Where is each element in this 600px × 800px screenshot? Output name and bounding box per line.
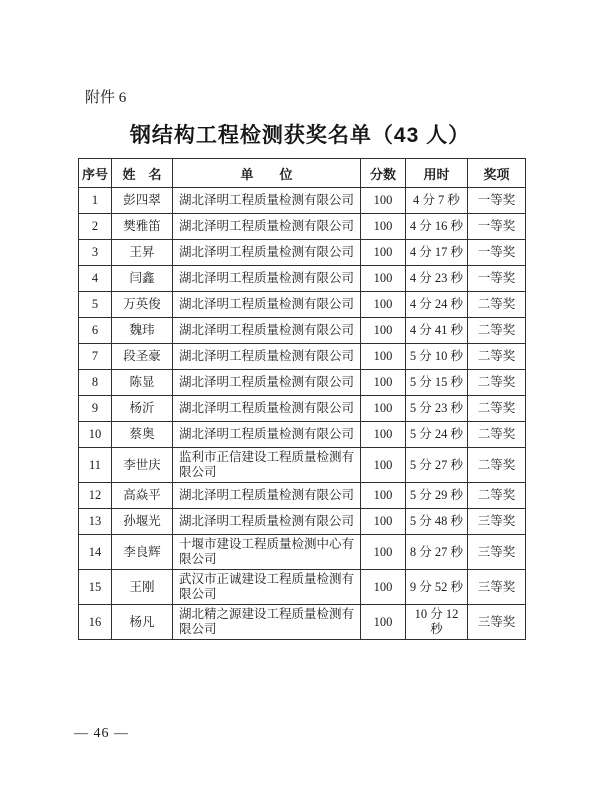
table-row	[79, 605, 526, 640]
cell-unit: 湖北泽明工程质量检测有限公司	[173, 188, 361, 214]
table-row	[79, 448, 526, 483]
cell-name: 陈显	[112, 370, 173, 396]
cell-score: 100	[361, 214, 406, 240]
table-header-row	[79, 159, 526, 188]
cell-unit: 湖北泽明工程质量检测有限公司	[173, 422, 361, 448]
cell-no: 5	[79, 292, 112, 318]
cell-award: 三等奖	[468, 570, 526, 605]
cell-award: 三等奖	[468, 535, 526, 570]
attachment-label: 附件 6	[85, 90, 127, 106]
cell-time: 4 分 41 秒	[406, 318, 468, 344]
cell-no: 6	[79, 318, 112, 344]
cell-award: 二等奖	[468, 344, 526, 370]
cell-time: 8 分 27 秒	[406, 535, 468, 570]
cell-unit: 湖北泽明工程质量检测有限公司	[173, 266, 361, 292]
cell-name: 闫鑫	[112, 266, 173, 292]
cell-no: 8	[79, 370, 112, 396]
header-award: 奖项	[468, 159, 526, 188]
page-number: — 46 —	[74, 726, 129, 741]
cell-score: 100	[361, 266, 406, 292]
cell-name: 魏玮	[112, 318, 173, 344]
cell-unit: 湖北精之源建设工程质量检测有限公司	[173, 605, 361, 640]
cell-time: 4 分 7 秒	[406, 188, 468, 214]
table-row	[79, 370, 526, 396]
cell-unit: 十堰市建设工程质量检测中心有限公司	[173, 535, 361, 570]
cell-award: 一等奖	[468, 214, 526, 240]
cell-unit: 湖北泽明工程质量检测有限公司	[173, 214, 361, 240]
table-row	[79, 509, 526, 535]
award-table	[78, 158, 526, 640]
cell-name: 杨沂	[112, 396, 173, 422]
cell-name: 蔡奥	[112, 422, 173, 448]
cell-award: 一等奖	[468, 240, 526, 266]
cell-score: 100	[361, 292, 406, 318]
cell-score: 100	[361, 483, 406, 509]
cell-time: 5 分 27 秒	[406, 448, 468, 483]
cell-award: 一等奖	[468, 266, 526, 292]
cell-unit: 湖北泽明工程质量检测有限公司	[173, 240, 361, 266]
cell-score: 100	[361, 605, 406, 640]
table-row	[79, 483, 526, 509]
cell-unit: 武汉市正诚建设工程质量检测有限公司	[173, 570, 361, 605]
cell-score: 100	[361, 570, 406, 605]
cell-name: 孙堰光	[112, 509, 173, 535]
cell-score: 100	[361, 344, 406, 370]
cell-no: 10	[79, 422, 112, 448]
cell-time: 4 分 24 秒	[406, 292, 468, 318]
cell-name: 杨凡	[112, 605, 173, 640]
cell-name: 万英俊	[112, 292, 173, 318]
table-header	[79, 159, 526, 188]
cell-award: 二等奖	[468, 448, 526, 483]
cell-name: 段圣豪	[112, 344, 173, 370]
cell-no: 13	[79, 509, 112, 535]
cell-score: 100	[361, 535, 406, 570]
table-body	[79, 188, 526, 640]
table-row	[79, 214, 526, 240]
cell-award: 二等奖	[468, 318, 526, 344]
header-time: 用时	[406, 159, 468, 188]
cell-no: 16	[79, 605, 112, 640]
header-unit: 单 位	[173, 159, 361, 188]
cell-name: 樊雅笛	[112, 214, 173, 240]
cell-unit: 湖北泽明工程质量检测有限公司	[173, 509, 361, 535]
cell-no: 12	[79, 483, 112, 509]
cell-unit: 湖北泽明工程质量检测有限公司	[173, 318, 361, 344]
cell-time: 4 分 23 秒	[406, 266, 468, 292]
cell-unit: 湖北泽明工程质量检测有限公司	[173, 483, 361, 509]
cell-unit: 湖北泽明工程质量检测有限公司	[173, 344, 361, 370]
cell-unit: 湖北泽明工程质量检测有限公司	[173, 370, 361, 396]
cell-unit: 监利市正信建设工程质量检测有限公司	[173, 448, 361, 483]
cell-score: 100	[361, 422, 406, 448]
table-row	[79, 344, 526, 370]
cell-score: 100	[361, 318, 406, 344]
cell-award: 二等奖	[468, 396, 526, 422]
cell-time: 5 分 23 秒	[406, 396, 468, 422]
cell-name: 高焱平	[112, 483, 173, 509]
table-row	[79, 570, 526, 605]
table-row	[79, 422, 526, 448]
cell-name: 李世庆	[112, 448, 173, 483]
cell-time: 5 分 10 秒	[406, 344, 468, 370]
table-row	[79, 188, 526, 214]
cell-award: 三等奖	[468, 605, 526, 640]
header-no: 序号	[79, 159, 112, 188]
cell-time: 5 分 48 秒	[406, 509, 468, 535]
cell-award: 二等奖	[468, 483, 526, 509]
page-title: 钢结构工程检测获奖名单（43 人）	[129, 124, 471, 147]
cell-no: 11	[79, 448, 112, 483]
cell-award: 二等奖	[468, 422, 526, 448]
cell-name: 彭四翠	[112, 188, 173, 214]
cell-score: 100	[361, 188, 406, 214]
table-row	[79, 266, 526, 292]
cell-time: 9 分 52 秒	[406, 570, 468, 605]
cell-time: 4 分 16 秒	[406, 214, 468, 240]
table-row	[79, 396, 526, 422]
cell-no: 9	[79, 396, 112, 422]
cell-unit: 湖北泽明工程质量检测有限公司	[173, 292, 361, 318]
cell-award: 三等奖	[468, 509, 526, 535]
cell-name: 王昇	[112, 240, 173, 266]
cell-award: 二等奖	[468, 370, 526, 396]
cell-name: 王刚	[112, 570, 173, 605]
cell-score: 100	[361, 370, 406, 396]
cell-award: 一等奖	[468, 188, 526, 214]
cell-no: 15	[79, 570, 112, 605]
cell-name: 李良辉	[112, 535, 173, 570]
cell-time: 5 分 29 秒	[406, 483, 468, 509]
cell-award: 二等奖	[468, 292, 526, 318]
cell-no: 4	[79, 266, 112, 292]
cell-time: 5 分 24 秒	[406, 422, 468, 448]
cell-no: 7	[79, 344, 112, 370]
header-score: 分数	[361, 159, 406, 188]
table-row	[79, 535, 526, 570]
cell-score: 100	[361, 448, 406, 483]
cell-no: 3	[79, 240, 112, 266]
cell-time: 10 分 12 秒	[406, 605, 468, 640]
cell-no: 2	[79, 214, 112, 240]
table-row	[79, 318, 526, 344]
table-row	[79, 240, 526, 266]
cell-score: 100	[361, 396, 406, 422]
cell-time: 4 分 17 秒	[406, 240, 468, 266]
cell-unit: 湖北泽明工程质量检测有限公司	[173, 396, 361, 422]
cell-time: 5 分 15 秒	[406, 370, 468, 396]
cell-no: 14	[79, 535, 112, 570]
header-name: 姓 名	[112, 159, 173, 188]
cell-no: 1	[79, 188, 112, 214]
cell-score: 100	[361, 240, 406, 266]
cell-score: 100	[361, 509, 406, 535]
table-row	[79, 292, 526, 318]
